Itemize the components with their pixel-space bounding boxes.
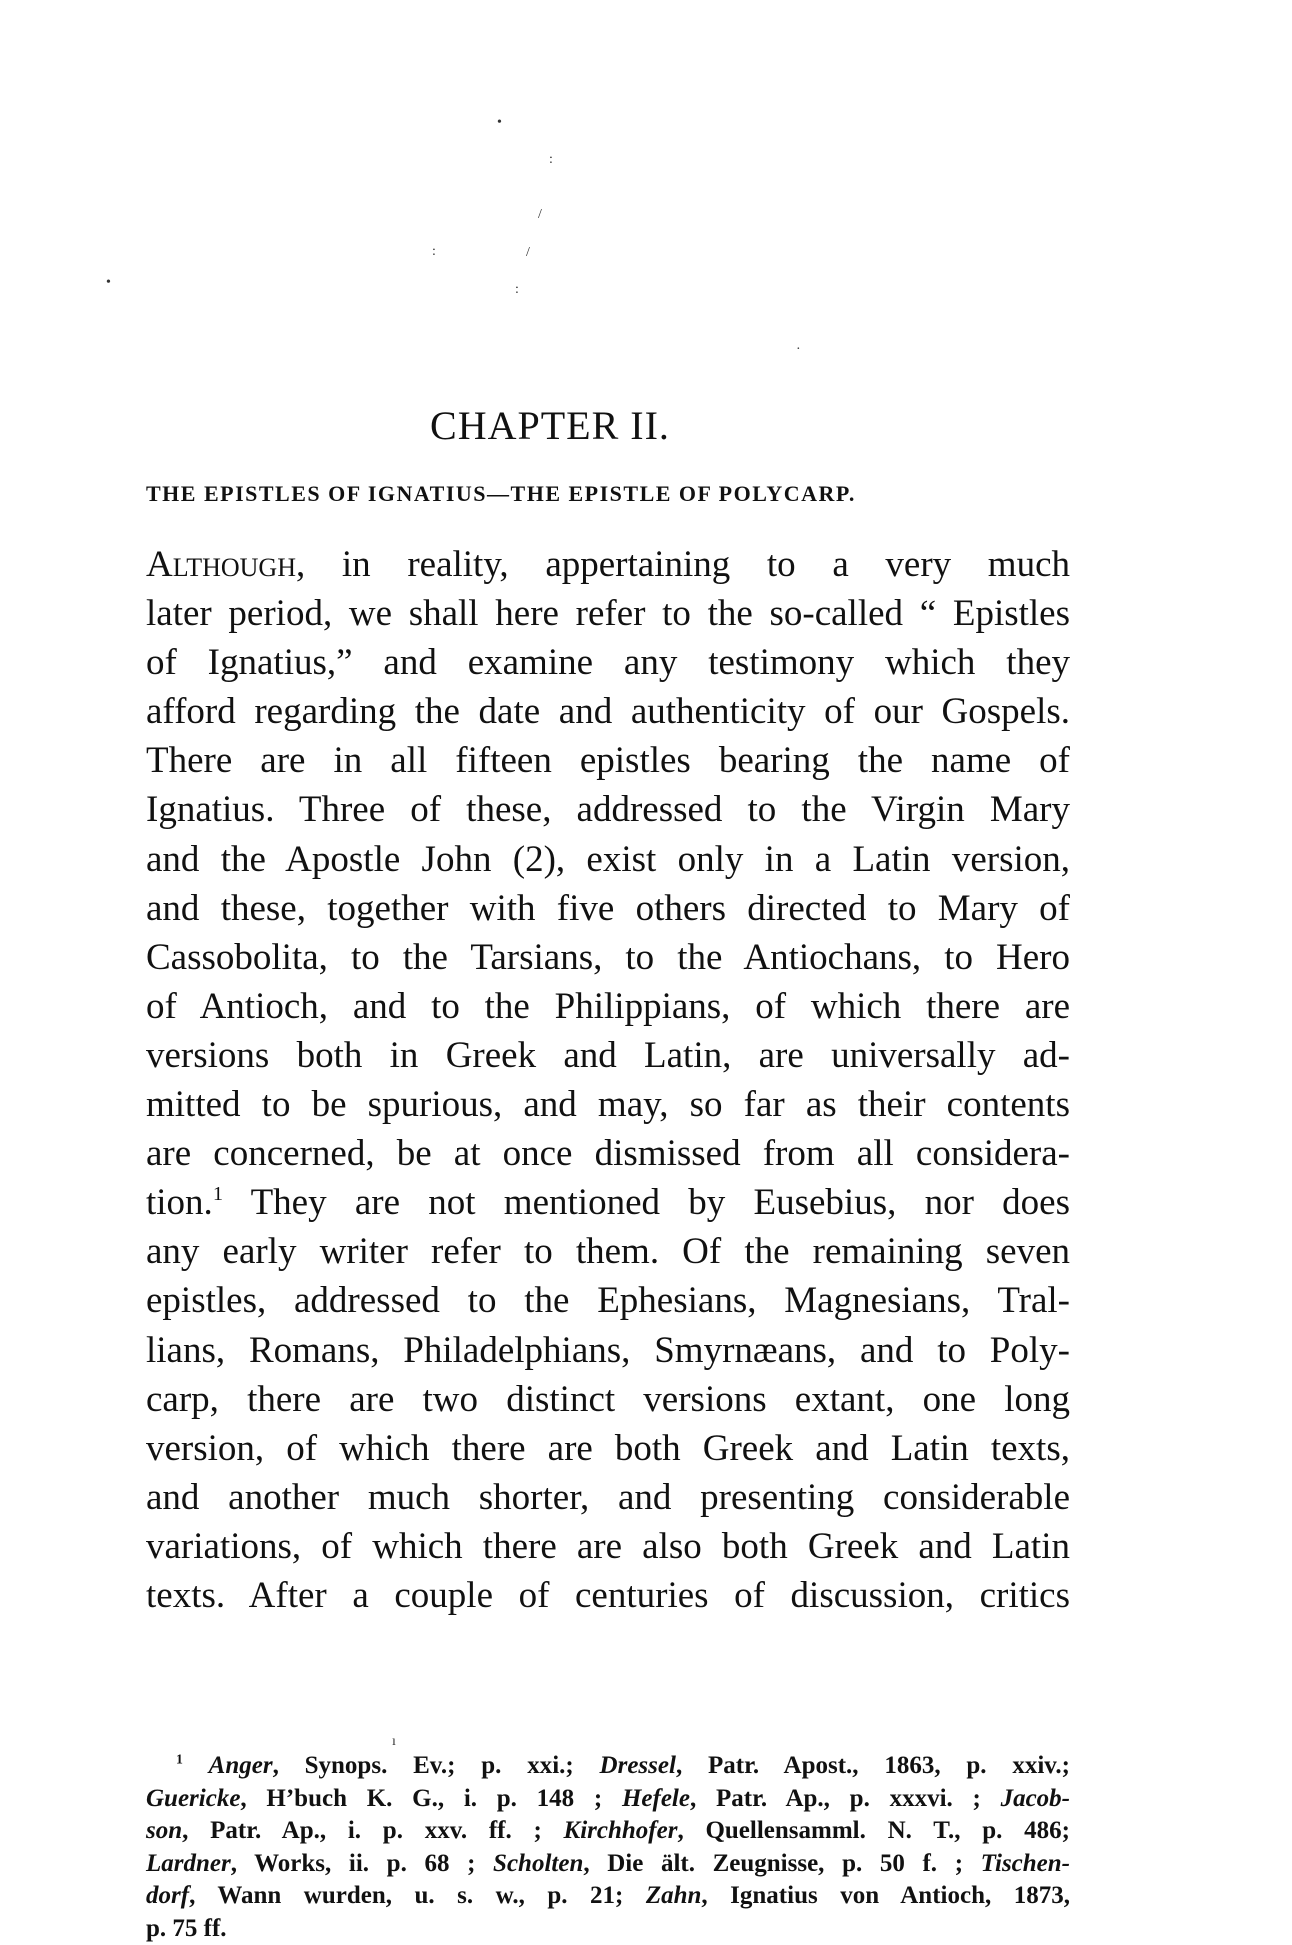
ink-speck: / (538, 208, 542, 222)
body-line: There are in all fifteen epistles bearing the name of (146, 736, 1070, 785)
footnote-line: son, Patr. Ap., i. p. xxv. ff. ; Kirchhofer, Quellensamml. N. T., p. 486; (146, 1815, 1070, 1848)
footnote-line: $^1$ Anger, Synops. Ev.; p. xxi.; Dressel, Patr. Apost., 1863, p. xxiv.; (146, 1750, 1070, 1783)
body-line: of Antioch, and to the Philippians, of which there are (146, 982, 1070, 1031)
ink-speck: ı (392, 1735, 396, 1749)
body-line: and the Apostle John (2), exist only in a Latin version, (146, 835, 1070, 884)
body-line: and another much shorter, and presenting considerable (146, 1473, 1070, 1522)
footnote-line: Lardner, Works, ii. p. 68 ; Scholten, Die ält. Zeugnisse, p. 50 f. ; Tischen- (146, 1848, 1070, 1881)
body-line: Ignatius. Three of these, addressed to the Virgin Mary (146, 785, 1070, 834)
footnote-line: p. 75 ff. (146, 1913, 1070, 1945)
footnotes (146, 1750, 1070, 1945)
body-line: lians, Romans, Philadelphians, Smyrnæans, and to Poly- (146, 1326, 1070, 1375)
chapter-title: CHAPTER II. (0, 402, 1100, 449)
body-line: any early writer refer to them. Of the remaining seven (146, 1227, 1070, 1276)
footnote-line: dorf, Wann wurden, u. s. w., p. 21; Zahn, Ignatius von Antioch, 1873, (146, 1880, 1070, 1913)
footnote-line: Guericke, H’buch K. G., i. p. 148 ; Hefele, Patr. Ap., p. xxxvi. ; Jacob- (146, 1783, 1070, 1816)
body-line: mitted to be spurious, and may, so far as their contents (146, 1080, 1070, 1129)
ink-speck: · (796, 343, 801, 357)
body-line: versions both in Greek and Latin, are universally ad- (146, 1031, 1070, 1080)
body-line: epistles, addressed to the Ephesians, Magnesians, Tral- (146, 1276, 1070, 1325)
ink-speck: : (432, 245, 436, 259)
ink-speck: : (515, 283, 519, 297)
ink-speck: : (549, 153, 553, 167)
body-line: Cassobolita, to the Tarsians, to the Antiochans, to Hero (146, 933, 1070, 982)
ink-speck: • (497, 116, 502, 130)
body-line: later period, we shall here refer to the so-called “ Epistles (146, 589, 1070, 638)
body-line: variations, of which there are also both Greek and Latin (146, 1522, 1070, 1571)
body-text (146, 540, 1070, 1620)
ink-speck: / (526, 246, 530, 260)
footnote-marker: 1 (176, 1751, 183, 1766)
body-line: texts. After a couple of centuries of discussion, critics (146, 1571, 1070, 1620)
body-line: Although, in reality, appertaining to a very much (146, 540, 1070, 589)
footnote-ref[interactable]: 1 (213, 1183, 223, 1205)
body-line: are concerned, be at once dismissed from all considera- (146, 1129, 1070, 1178)
body-line: and these, together with five others directed to Mary of (146, 884, 1070, 933)
body-line: afford regarding the date and authenticity of our Gospels. (146, 687, 1070, 736)
body-line: tion.$^1$ They are not mentioned by Eusebius, nor does (146, 1178, 1070, 1227)
section-heading: THE EPISTLES OF IGNATIUS—THE EPISTLE OF POLYCARP. (146, 481, 1070, 507)
body-line: carp, there are two distinct versions extant, one long (146, 1375, 1070, 1424)
opening-word: Although, (146, 544, 305, 585)
ink-speck: • (106, 276, 111, 290)
body-line: version, of which there are both Greek and Latin texts, (146, 1424, 1070, 1473)
body-line: of Ignatius,” and examine any testimony which they (146, 638, 1070, 687)
